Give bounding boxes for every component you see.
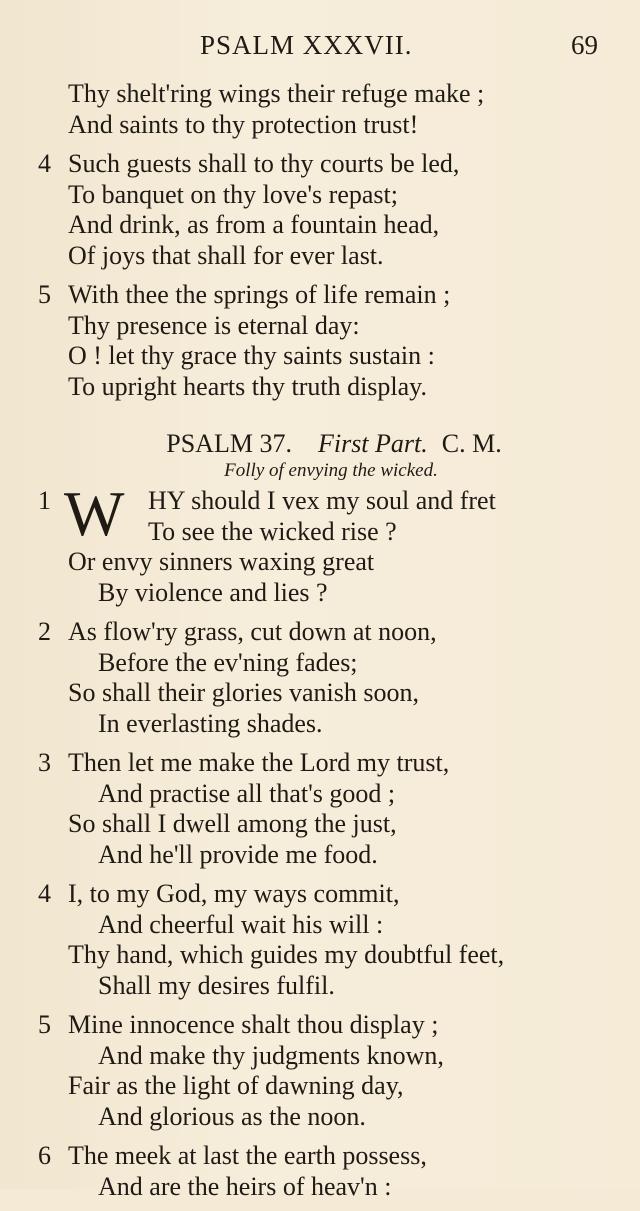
verse-text: To see the wicked rise ? bbox=[148, 516, 397, 546]
verse-text: HY should I vex my soul and fret bbox=[148, 486, 496, 515]
verse-line: Shall my desires fulfil. bbox=[98, 970, 335, 1000]
text-body bbox=[0, 79, 640, 1211]
verse-line bbox=[0, 1141, 640, 1172]
stanza-number: 3 bbox=[38, 748, 51, 777]
verse-line bbox=[0, 748, 640, 779]
verse-line: And practise all that's good ; bbox=[98, 778, 396, 808]
verse-line: Before the ev'ning fades; bbox=[98, 647, 358, 677]
verse-line: Of joys that shall for ever last. bbox=[68, 240, 384, 270]
verse-line bbox=[0, 879, 640, 910]
verse-line: Thy presence is eternal day: bbox=[68, 310, 360, 340]
verse-line: And glorious as the noon. bbox=[98, 1101, 366, 1131]
stanza-4 bbox=[0, 879, 640, 1001]
stanza-5 bbox=[0, 1010, 640, 1132]
verse-line: And saints to thy protection trust! bbox=[68, 109, 419, 139]
verse-line: And drink, as from a fountain head, bbox=[68, 210, 440, 239]
dropcap-lines bbox=[0, 478, 640, 549]
stanza-number: 6 bbox=[38, 1141, 51, 1170]
stanza-number: 4 bbox=[38, 879, 51, 908]
psalm-subtitle: Folly of envying the wicked. bbox=[224, 460, 438, 481]
verse-line: O ! let thy grace thy saints sustain : bbox=[68, 341, 435, 370]
psalm-title: PSALM 37. bbox=[166, 429, 292, 458]
stanza-number: 2 bbox=[38, 617, 51, 646]
stanza-number: 5 bbox=[38, 280, 51, 309]
verse-line bbox=[0, 149, 640, 180]
verse-line: Thy shelt'ring wings their refuge make ; bbox=[68, 79, 485, 108]
psalm-part: First Part. bbox=[317, 429, 428, 458]
stanza-2 bbox=[0, 617, 640, 739]
psalm-meter: C. M. bbox=[441, 429, 502, 458]
stanza-number: 5 bbox=[38, 1010, 51, 1039]
verse-line bbox=[0, 1010, 640, 1041]
continuation-stanza bbox=[0, 79, 640, 140]
verse-line: Thy hand, which guides my doubtful feet, bbox=[68, 940, 505, 969]
verse-line: And he'll provide me food. bbox=[98, 839, 378, 869]
verse-line: To banquet on thy love's repast; bbox=[68, 179, 398, 209]
stanza-3 bbox=[0, 748, 640, 870]
verse-line: In everlasting shades. bbox=[98, 708, 323, 738]
verse-line: And cheerful wait his will : bbox=[98, 909, 384, 939]
running-title: PSALM XXXVII. bbox=[200, 30, 413, 60]
verse-line: And make thy judgments known, bbox=[98, 1040, 444, 1070]
psalm-heading bbox=[0, 428, 640, 460]
verse-line: So shall their glories vanish soon, bbox=[68, 678, 419, 707]
stanza-number: 4 bbox=[38, 149, 51, 178]
verse-line: To upright hearts thy truth display. bbox=[68, 371, 427, 401]
verse-line: Fair as the light of dawning day, bbox=[68, 1071, 404, 1100]
verse-line: Or envy sinners waxing great bbox=[68, 547, 375, 576]
verse-line: So shall I dwell among the just, bbox=[68, 809, 397, 838]
verse-text: With thee the springs of life remain ; bbox=[68, 280, 451, 309]
verse-line: By violence and lies ? bbox=[98, 577, 328, 607]
verse-text: Such guests shall to thy courts be led, bbox=[68, 149, 460, 178]
verse-line bbox=[0, 280, 640, 311]
verse-text: As flow'ry grass, cut down at noon, bbox=[68, 617, 437, 646]
page-number: 69 bbox=[571, 30, 598, 60]
stanza-6 bbox=[0, 1141, 640, 1202]
stanza-1 bbox=[0, 478, 640, 608]
verse-line: And are the heirs of heav'n : bbox=[98, 1171, 392, 1201]
stanza-number: 1 bbox=[38, 486, 51, 515]
stanza-5-prev bbox=[0, 280, 640, 402]
verse-text: I, to my God, my ways commit, bbox=[68, 879, 400, 908]
verse-text: Mine innocence shalt thou display ; bbox=[68, 1010, 439, 1039]
verse-line bbox=[0, 617, 640, 648]
page-header bbox=[0, 30, 640, 70]
drop-cap: W bbox=[64, 478, 125, 549]
stanza-4-prev bbox=[0, 149, 640, 271]
verse-text: Then let me make the Lord my trust, bbox=[68, 748, 450, 777]
verse-text: The meek at last the earth possess, bbox=[68, 1141, 427, 1170]
